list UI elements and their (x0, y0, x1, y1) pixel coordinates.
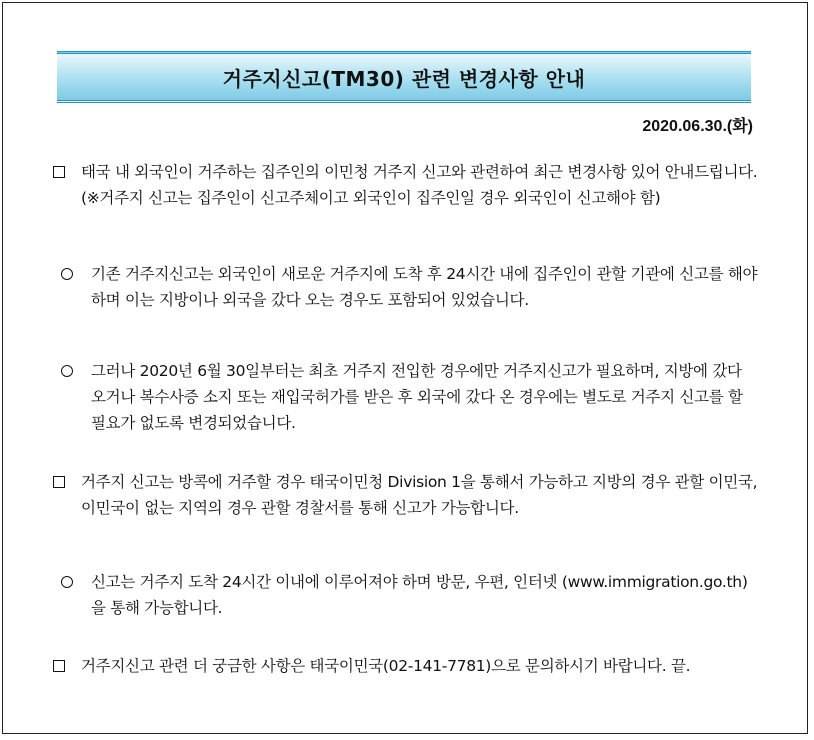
section-text: 거주지 신고는 방콕에 거주할 경우 태국이민청 Division 1을 통해서 가능하고 지방의 경우 관할 이민국, 이민국이 없는 지역의 경우 관할 경찰서를 통해 신고가 가능합니다. (81, 473, 758, 517)
section-text: 신고는 거주지 도착 24시간 이내에 이루어져야 하며 방문, 우편, 인터넷 (www.immigration.go.th)을 통해 가능합니다. (91, 573, 748, 617)
circle-bullet-icon (61, 576, 73, 588)
circle-bullet-icon (61, 268, 73, 280)
section-change (61, 358, 759, 436)
title-banner (57, 51, 751, 103)
document-page (2, 2, 808, 734)
section-text: 태국 내 외국인이 거주하는 집주인의 이민청 거주지 신고와 관련하여 최근 변경사항 있어 안내드립니다. (81, 163, 758, 181)
section-how-to-report (61, 569, 759, 621)
checkbox-square-icon (53, 476, 65, 488)
section-text: 기존 거주지신고는 외국인이 새로운 거주지에 도착 후 24시간 내에 집주인이 관할 기관에 신고를 해야 하며 이는 지방이나 외국을 갔다 오는 경우도 포함되어 있었습니다. (91, 265, 758, 309)
section-intro (53, 159, 759, 211)
section-text: 거주지신고 관련 더 궁금한 사항은 태국이민국(02-141-7781)으로 문의하시기 바랍니다. 끝. (81, 657, 691, 675)
section-where-to-report (53, 469, 759, 521)
section-note: (※거주지 신고는 집주인이 신고주체이고 외국인이 집주인일 경우 외국인이 신고해야 함) (81, 189, 661, 207)
section-previous-rule (61, 261, 759, 313)
section-text: 그러나 2020년 6월 30일부터는 최초 거주지 전입한 경우에만 거주지신고가 필요하며, 지방에 갔다 오거나 복수사증 소지 또는 재입국허가를 받은 후 외국에 갔다 온 경우에는 별도로 거주지 신고를 할 필요가 없도록 변경되었습니다. (91, 362, 743, 432)
checkbox-square-icon (53, 166, 65, 178)
page-title: 거주지신고(TM30) 관련 변경사항 안내 (222, 66, 586, 91)
document-date: 2020.06.30.(화) (642, 118, 753, 135)
section-contact (53, 653, 759, 679)
circle-bullet-icon (61, 365, 73, 377)
checkbox-square-icon (53, 660, 65, 672)
